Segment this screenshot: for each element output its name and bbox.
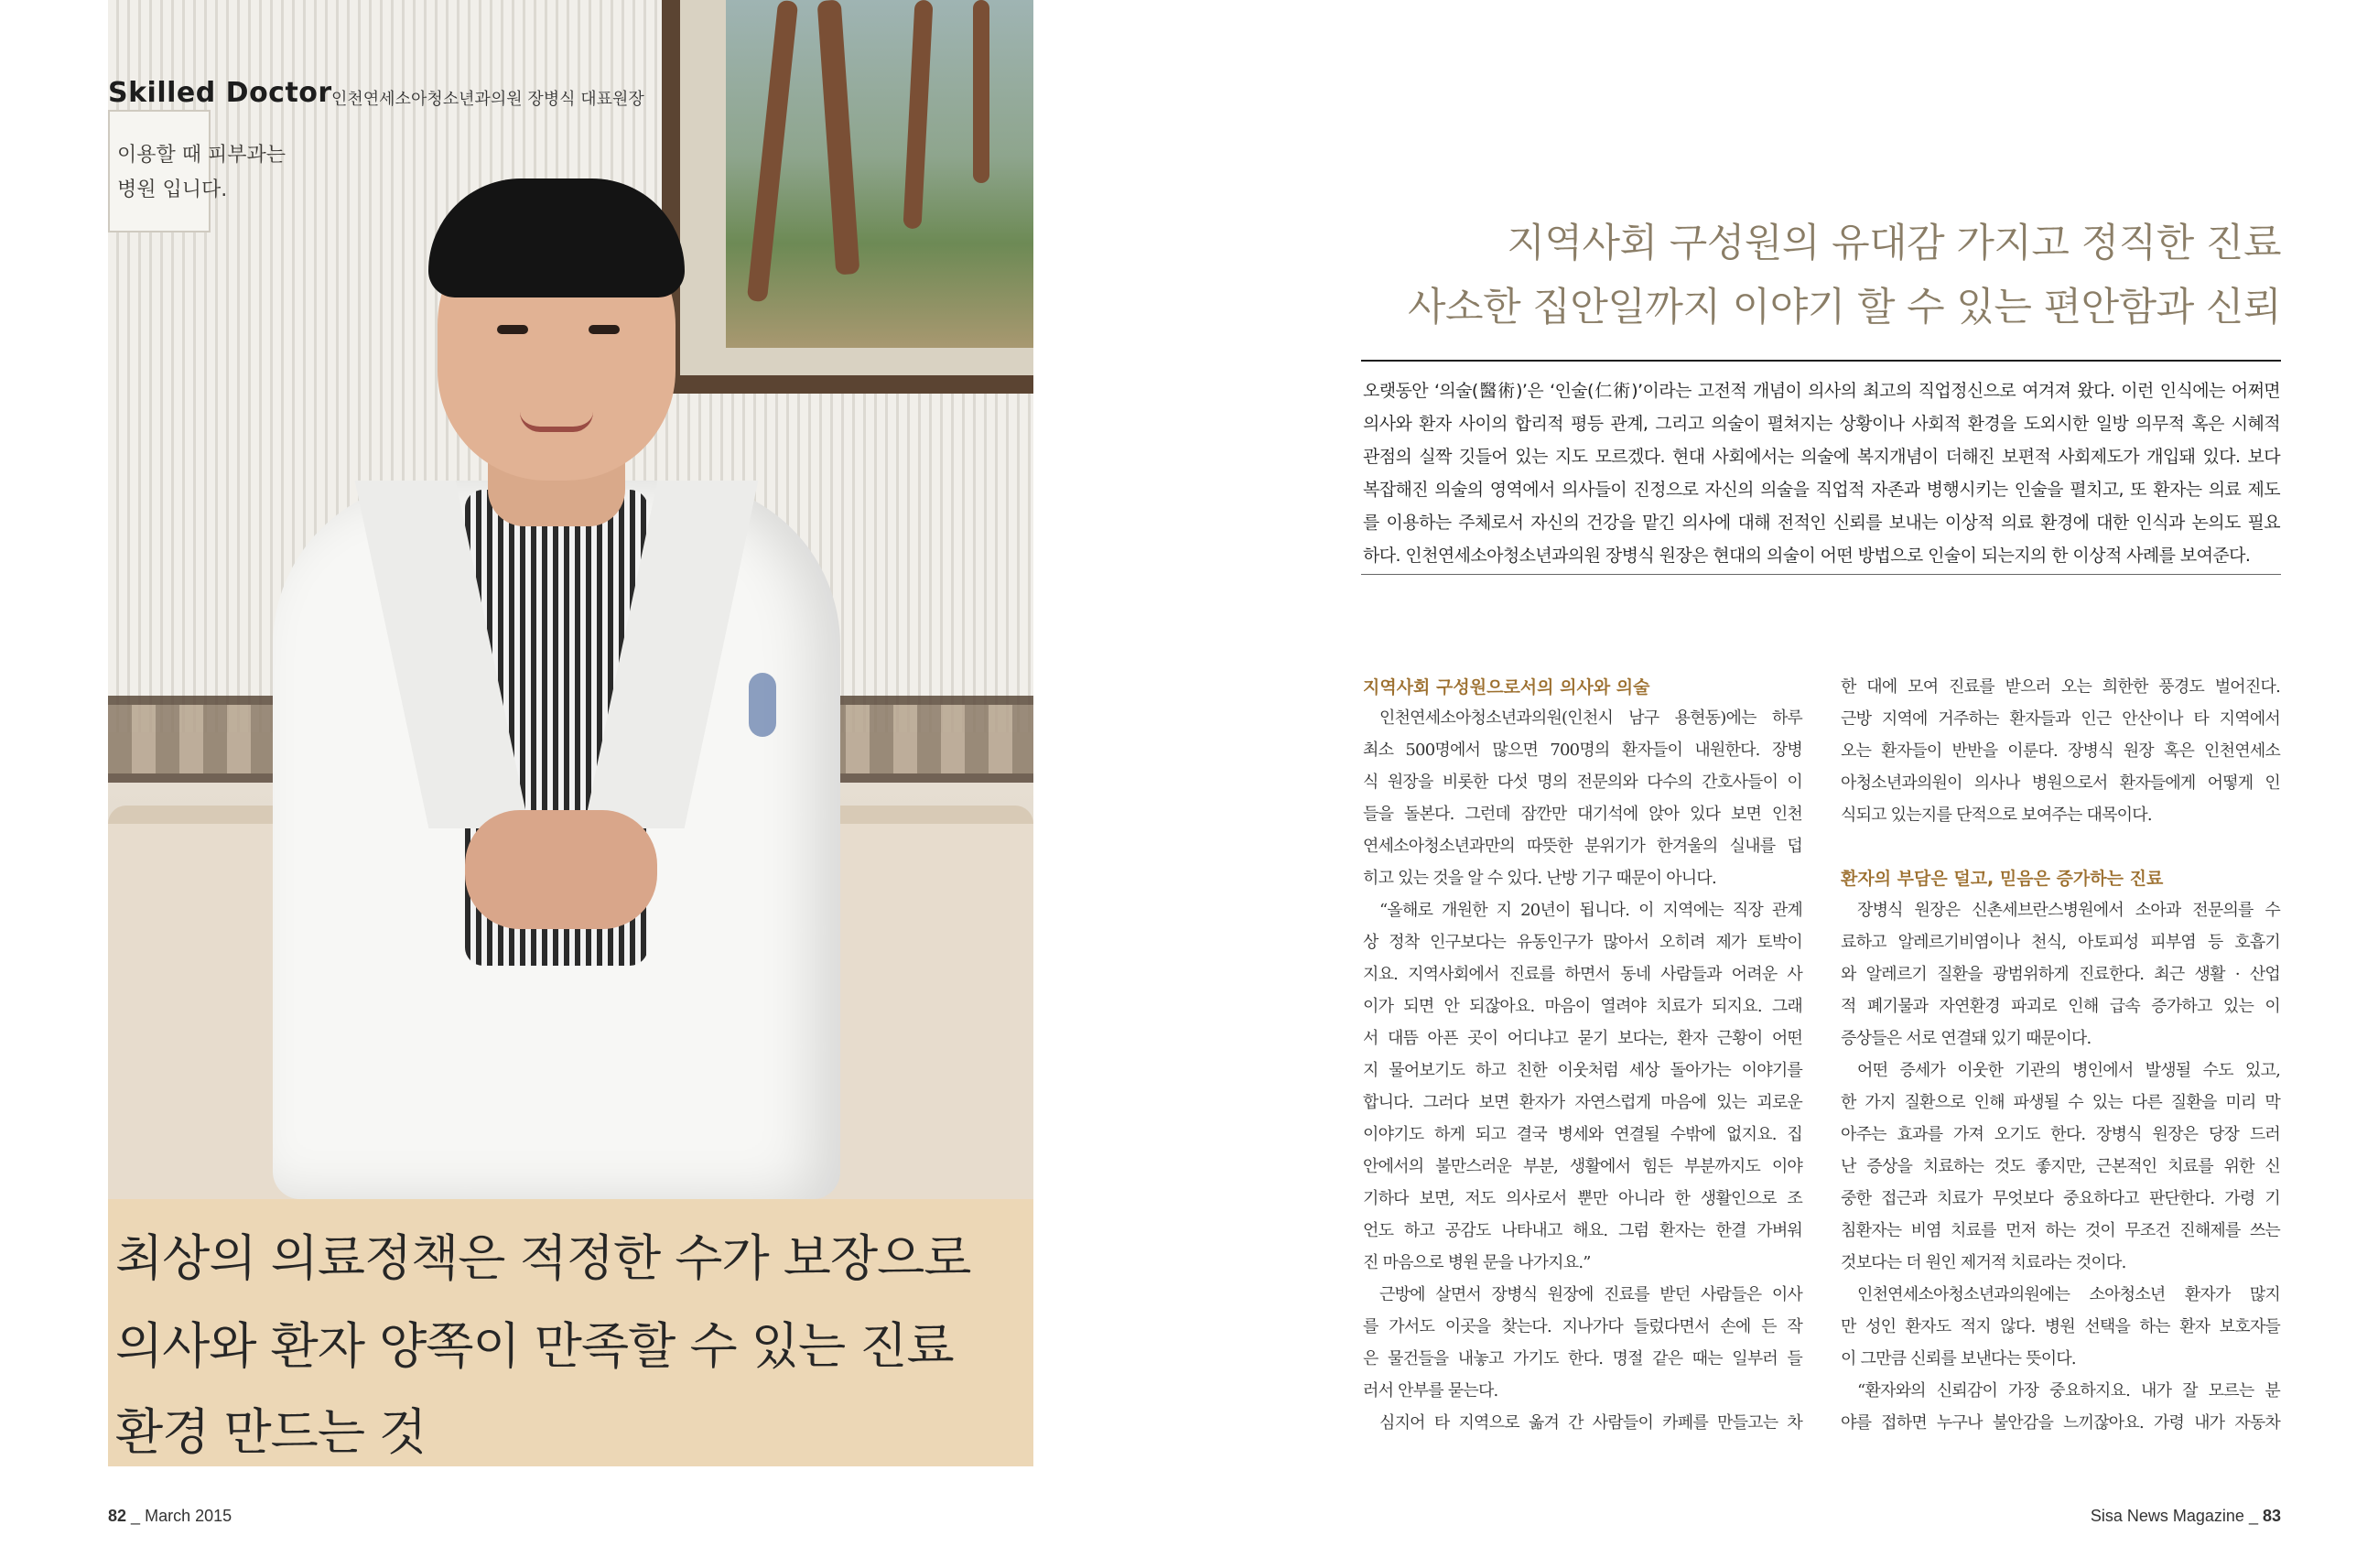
body-line: 상 정착 인구보다는 유동인구가 많아서 오히려 제가 토박이 [1363, 933, 1802, 952]
headline-line-1: 지역사회 구성원의 유대감 가지고 정직한 진료 [1507, 221, 2281, 266]
headline-line-2: 사소한 집안일까지 이야기 할 수 있는 편안함과 신뢰 [1408, 285, 2281, 330]
wall-sign-line-2: 병원 입니다. [117, 178, 228, 201]
lead-line: 를 이용하는 주체로서 자신의 건강을 맡긴 의사에 대해 전적인 신뢰를 보내는 이상적 의료 환경에 대한 인식과 논의도 필요 [1363, 513, 2280, 533]
lead-line: 의사와 환자 사이의 합리적 평등 관계, 그리고 의술이 펼쳐지는 상황이나 사회적 환경을 도외시한 일방 의무적 혹은 시혜적 [1363, 414, 2280, 434]
body-line: 식되고 있는지를 단적으로 보여주는 대목이다. [1841, 806, 2152, 825]
body-line: 히고 있는 것을 알 수 있다. 난방 기구 때문이 아니다. [1363, 869, 1716, 888]
body-line: 이가 되면 안 되잖아요. 마음이 열려야 치료가 되지요. 그래 [1363, 997, 1802, 1016]
body-line: 은 물건들을 내놓고 가기도 한다. 명절 같은 때는 일부러 들 [1363, 1349, 1802, 1368]
body-line: 지 물어보기도 하고 친한 이웃처럼 세상 돌아가는 이야기를 [1363, 1061, 1802, 1080]
pull-quote-line: 환경 만드는 것 [115, 1403, 427, 1461]
body-line: 진 마음으로 병원 문을 나가지요.” [1363, 1253, 1591, 1272]
pull-quote [108, 1199, 1033, 1466]
body-line: 난 증상을 치료하는 것도 좋지만, 근본적인 치료를 위한 신 [1841, 1157, 2280, 1176]
body-line: 이야기도 하게 되고 결국 병세와 연결될 수밖에 없지요. 집 [1363, 1125, 1802, 1144]
body-line: 와 알레르기 질환을 광범위하게 진료한다. 최근 생활 · 산업 [1841, 965, 2280, 984]
body-line: 한 대에 모여 진료를 받으러 오는 희한한 풍경도 벌어진다. [1841, 677, 2280, 697]
body-line: 서 대뜸 아픈 곳이 어디냐고 묻기 보다는, 환자 근황이 어떤 [1363, 1029, 1802, 1048]
body-line: 아청소년과의원이 의사나 병원으로서 환자들에게 어떻게 인 [1841, 773, 2280, 793]
body-line: 것보다는 더 원인 제거적 치료라는 것이다. [1841, 1253, 2126, 1272]
body-line: 근방에 살면서 장병식 원장에 진료를 받던 사람들은 이사 [1379, 1285, 1802, 1304]
body-line: 심지어 타 지역으로 옮겨 간 사람들이 카페를 만들고는 차 [1379, 1413, 1802, 1433]
body-line: 료하고 알레르기비염이나 천식, 아토피성 피부염 등 호흡기 [1841, 933, 2280, 952]
issue-date: March 2015 [145, 1507, 232, 1525]
body-line: 아주는 효과를 가져 오기도 한다. 장병식 원장은 당장 드러 [1841, 1125, 2280, 1144]
left-folio: 82 _ March 2015 [108, 1507, 232, 1525]
body-line: 들을 돌본다. 그런데 잠깐만 대기석에 앉아 있다 보면 인천 [1363, 805, 1802, 824]
wall-sign [108, 110, 286, 232]
body-line: 근방 지역에 거주하는 환자들과 인근 안산이나 타 지역에서 [1841, 709, 2280, 729]
body-line: 식 원장을 비롯한 다섯 명의 전문의와 다수의 간호사들이 이 [1363, 773, 1802, 792]
doctor-figure [273, 178, 840, 1199]
body-line: 를 가서도 이곳을 찾는다. 지나가다 들렀다면서 손에 든 작 [1363, 1317, 1802, 1336]
lead-bottom-rule [1361, 574, 2281, 575]
body-line: 오는 환자들이 반반을 이룬다. 장병식 원장 혹은 인천연세소 [1841, 741, 2280, 761]
body-line: 한 가지 질환으로 인해 파생될 수 있는 다른 질환을 미리 막 [1841, 1093, 2280, 1112]
body-line: 연세소아청소년과만의 따뜻한 분위기가 한겨울의 실내를 덥 [1363, 837, 1802, 856]
body-line: 언도 하고 공감도 나타내고 해요. 그럼 환자는 한결 가벼워 [1363, 1221, 1802, 1240]
body-line: 어떤 증세가 이웃한 기관의 병인에서 발생될 수도 있고, [1857, 1061, 2280, 1080]
lead-line: 관점의 실짝 깃들어 있는 지도 모르겠다. 현대 사회에서는 의술에 복지개념이 더해진 보편적 사회제도가 개입돼 있다. 보다 [1363, 447, 2280, 467]
section-heading-trust: 환자의 부담은 덜고, 믿음은 증가하는 진료 [1841, 869, 2164, 889]
body-line: 인천연세소아청소년과의원에는 소아청소년 환자가 많지 [1857, 1285, 2280, 1304]
lead-line: 하다. 인천연세소아청소년과의원 장병식 원장은 현대의 의술이 어떤 방법으로 인술이 되는지의 한 이상적 사례를 보여준다. [1363, 546, 2251, 566]
body-line: 안에서의 불만스러운 부분, 생활에서 힘든 부분까지도 이야 [1363, 1157, 1802, 1176]
body-line: 지요. 지역사회에서 진료를 하면서 동네 사람들과 어려운 사 [1363, 965, 1802, 984]
left-page-number: 82 [108, 1507, 127, 1525]
wall-sign-line-1: 이용할 때 피부과는 [117, 144, 286, 167]
body-line: 러서 안부를 묻는다. [1363, 1381, 1498, 1400]
body-line: 이 그만큼 신뢰를 보낸다는 뜻이다. [1841, 1349, 2076, 1368]
body-line: 증상들은 서로 연결돼 있기 때문이다. [1841, 1029, 2092, 1048]
body-line: “올해로 개원한 지 20년이 됩니다. 이 지역에는 직장 관계 [1379, 901, 1802, 920]
body-line: 합니다. 그러다 보면 환자가 자연스럽게 마음에 있는 괴로운 [1363, 1093, 1802, 1112]
right-folio: Sisa News Magazine _ 83 [2090, 1507, 2281, 1525]
doctor-affiliation: 인천연세소아청소년과의원 장병식 대표원장 [331, 90, 644, 109]
body-line: “환자와의 신뢰감이 가장 중요하지요. 내가 잘 모르는 분 [1857, 1381, 2280, 1400]
lead-top-rule [1361, 360, 2281, 362]
body-line: 야를 접하면 누구나 불안감을 느끼잖아요. 가령 내가 자동차 [1841, 1413, 2280, 1433]
body-line: 만 성인 환자도 적지 않다. 병원 선택을 하는 환자 보호자들 [1841, 1317, 2280, 1336]
body-line: 기하다 보면, 저도 의사로서 뿐만 아니라 한 생활인으로 조 [1363, 1189, 1802, 1208]
lead-line: 복잡해진 의술의 영역에서 의사들이 진정으로 자신의 의술을 직업적 자존과 병행시키는 인술을 펼치고, 또 환자는 의료 제도 [1363, 480, 2280, 500]
body-line: 중한 접근과 치료가 무엇보다 중요하다고 판단한다. 가령 기 [1841, 1189, 2280, 1208]
body-line: 인천연세소아청소년과의원(인천시 남구 용현동)에는 하루 [1379, 708, 1802, 728]
pull-quote-line: 최상의 의료정책은 적정한 수가 보장으로 [115, 1229, 971, 1287]
body-line: 적 폐기물과 자연환경 파괴로 인해 급속 증가하고 있는 이 [1841, 997, 2280, 1016]
pull-quote-line: 의사와 환자 양쪽이 만족할 수 있는 진료 [115, 1317, 954, 1375]
lead-line: 오랫동안 ‘의술(醫術)’은 ‘인술(仁術)’이라는 고전적 개념이 의사의 최고의 직업정신으로 여겨져 왔다. 이런 인식에는 어쩌면 [1363, 381, 2280, 401]
hospital-emblem-icon [749, 673, 776, 737]
doctor-portrait-photo [108, 0, 1033, 1199]
body-line: 침환자는 비염 치료를 먼저 하는 것이 무조건 진해제를 쓰는 [1841, 1221, 2280, 1240]
section-heading-community: 지역사회 구성원으로서의 의사와 의술 [1363, 677, 1650, 697]
body-line: 장병식 원장은 신촌세브란스병원에서 소아과 전문의를 수 [1857, 901, 2280, 920]
section-label: Skilled Doctor [108, 77, 332, 109]
right-page-number: 83 [2262, 1507, 2281, 1525]
publication-name: Sisa News Magazine [2090, 1507, 2244, 1525]
body-line: 최소 500명에서 많으면 700명의 환자들이 내원한다. 장병 [1363, 741, 1802, 760]
